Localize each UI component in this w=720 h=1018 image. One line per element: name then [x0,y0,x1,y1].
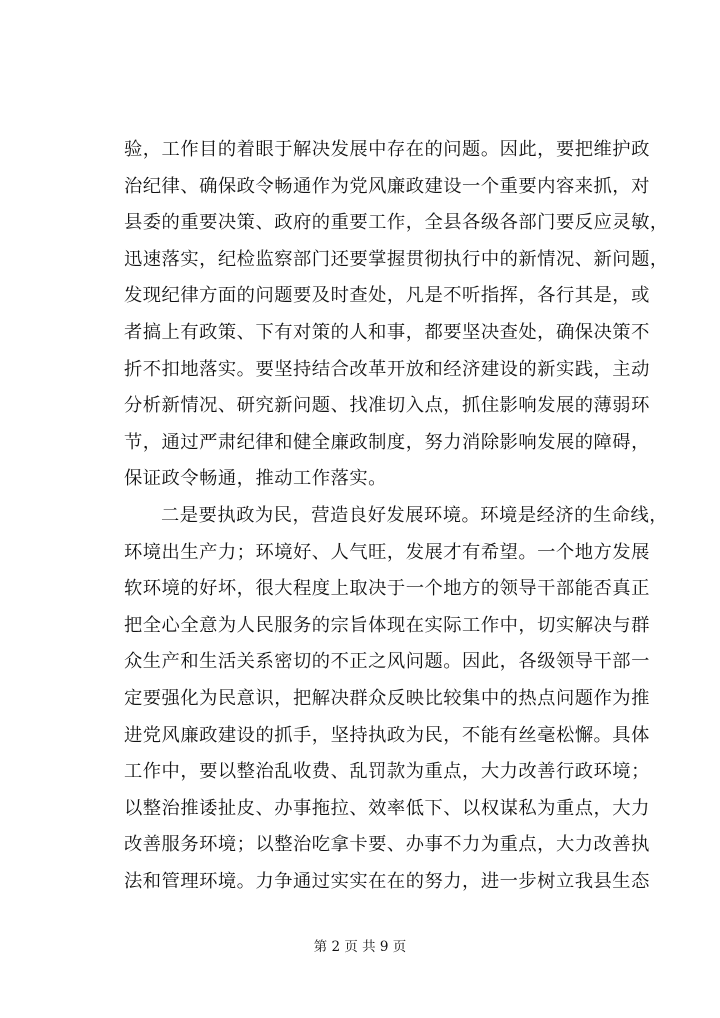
text-line: 分析新情况、研究新问题、找准切入点，抓住影响发展的薄弱环 [124,395,650,417]
text-line: 工作中，要以整治乱收费、乱罚款为重点，大力改善行政环境； [124,761,650,783]
body-text [124,132,669,900]
text-line: 迅速落实，纪检监察部门还要掌握贯彻执行中的新情况、新问题， [124,248,669,270]
text-line: 发现纪律方面的问题要及时查处，凡是不听指挥，各行其是，或 [124,285,650,307]
text-line: 县委的重要决策、政府的重要工作，全县各级各部门要反应灵敏， [124,212,669,234]
text-line: 软环境的好坏，很大程度上取决于一个地方的领导干部能否真正 [124,578,650,600]
text-line: 法和管理环境。力争通过实实在在的努力，进一步树立我县生态 [124,870,650,892]
text-line: 治纪律、确保政令畅通作为党风廉政建设一个重要内容来抓，对 [124,175,650,197]
text-line: 把全心全意为人民服务的宗旨体现在实际工作中，切实解决与群 [124,614,650,636]
text-line: 保证政令畅通，推动工作落实。 [124,468,387,490]
text-line: 进党风廉政建设的抓手，坚持执政为民，不能有丝毫松懈。具体 [124,724,650,746]
text-line: 环境出生产力；环境好、人气旺，发展才有希望。一个地方发展 [124,541,650,563]
text-line: 改善服务环境；以整治吃拿卡要、办事不力为重点，大力改善执 [124,834,650,856]
text-line: 节，通过严肃纪律和健全廉政制度，努力消除影响发展的障碍， [124,431,650,453]
page-number-footer: 第 2 页 共 9 页 [313,939,407,955]
text-line: 验，工作目的着眼于解决发展中存在的问题。因此，要把维护政 [124,139,650,160]
text-line: 以整治推诿扯皮、办事拖拉、效率低下、以权谋私为重点，大力 [124,797,650,819]
text-line: 者搞上有政策、下有对策的人和事，都要坚决查处，确保决策不 [124,321,650,343]
text-line: 众生产和生活关系密切的不正之风问题。因此，各级领导干部一 [124,651,650,673]
text-line: 折不扣地落实。要坚持结合改革开放和经济建设的新实践，主动 [124,358,650,380]
text-line: 定要强化为民意识，把解决群众反映比较集中的热点问题作为推 [124,687,650,709]
paragraph-first-line: 二是要执政为民，营造良好发展环境。环境是经济的生命线， [161,504,669,526]
